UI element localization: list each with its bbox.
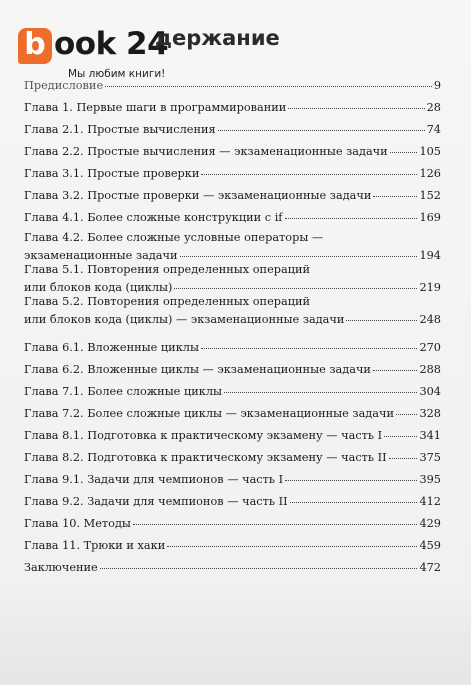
toc-entry-title: Глава 5.1. Повторения определенных операций (24, 263, 311, 276)
toc-dot-leader (100, 556, 418, 569)
toc-entry (24, 98, 441, 116)
toc-entry (24, 426, 441, 444)
toc-dot-leader (224, 380, 417, 393)
toc-entry-title: Глава 8.1. Подготовка к практическому экзамену — часть I (24, 429, 383, 442)
toc-page-number: 459 (419, 539, 441, 552)
page-bottom-shadow (0, 588, 471, 685)
toc-entry-line (24, 426, 441, 444)
toc-entry-title: Глава 11. Трюки и хаки (24, 539, 166, 552)
toc-dot-leader (285, 468, 417, 481)
toc-entry (24, 404, 441, 422)
toc-page-number: 74 (426, 123, 441, 136)
page-heading: держание (155, 26, 280, 50)
toc-entry-line (24, 470, 441, 488)
toc-entry-title: Глава 6.2. Вложенные циклы — экзаменационные задачи (24, 363, 371, 376)
toc-entry-line (24, 310, 441, 328)
toc-dot-leader (389, 446, 418, 459)
toc-entry-line (24, 164, 441, 182)
toc-dot-leader (346, 308, 417, 321)
toc-dot-leader (285, 206, 418, 219)
toc-entry-line (24, 514, 441, 532)
toc-page-number: 412 (419, 495, 441, 508)
toc-entry (24, 492, 441, 510)
toc-entry-title: Глава 3.1. Простые проверки (24, 167, 200, 180)
logo-wordmark: ook 24 (54, 26, 169, 62)
toc-dot-leader (288, 96, 424, 109)
toc-entry (24, 294, 441, 328)
toc-page-number: 248 (419, 313, 441, 326)
toc-dot-leader (290, 490, 418, 503)
toc-entry-title: Глава 4.2. Более сложные условные операторы — (24, 231, 324, 244)
logo-letter-badge: b (18, 28, 52, 64)
toc-page-number: 9 (433, 79, 441, 92)
toc-entry-title: Глава 4.1. Более сложные конструкции с if (24, 211, 283, 224)
toc-entry-line (24, 558, 441, 576)
toc-entry-line (24, 448, 441, 466)
toc-entry (24, 360, 441, 378)
toc-page-number: 28 (426, 101, 441, 114)
toc-dot-leader (201, 162, 417, 175)
toc-entry (24, 76, 441, 94)
toc-dot-leader (396, 402, 417, 415)
toc-dot-leader (384, 424, 417, 437)
toc-entry (24, 120, 441, 138)
toc-entry (24, 208, 441, 226)
toc-dot-leader (133, 512, 418, 525)
toc-page-number: 288 (419, 363, 441, 376)
toc-entry-title: или блоков кода (циклы) (24, 281, 173, 294)
toc-dot-leader (373, 358, 417, 371)
toc-entry-title: Заключение (24, 561, 98, 574)
toc-entry (24, 142, 441, 160)
toc-entry-title: Глава 3.2. Простые проверки — экзаменационные задачи (24, 189, 372, 202)
toc-page-number: 270 (419, 341, 441, 354)
toc-dot-leader (201, 336, 418, 349)
toc-dot-leader (174, 276, 417, 289)
toc-entry-line (24, 98, 441, 116)
toc-entry-title: Глава 2.1. Простые вычисления (24, 123, 216, 136)
toc-entry-title: Глава 6.1. Вложенные циклы (24, 341, 199, 354)
toc-entry-line (24, 382, 441, 400)
toc-entry-title: экзаменационные задачи (24, 249, 178, 262)
toc-entry (24, 338, 441, 356)
toc-entry-title: Глава 10. Методы (24, 517, 131, 530)
toc-entry-title: или блоков кода (циклы) — экзаменационные задачи (24, 313, 345, 326)
toc-entry (24, 536, 441, 554)
toc-page-number: 375 (419, 451, 441, 464)
toc-page-number: 152 (419, 189, 441, 202)
toc-page-number: 194 (419, 249, 441, 262)
toc-page-number: 472 (419, 561, 441, 574)
toc-page-number: 105 (419, 145, 441, 158)
toc-entry (24, 558, 441, 576)
toc-page-number: 429 (419, 517, 441, 530)
toc-entry-line (24, 360, 441, 378)
toc-dot-leader (373, 184, 417, 197)
toc-entry-title: Глава 9.2. Задачи для чемпионов — часть II (24, 495, 288, 508)
toc-dot-leader (390, 140, 418, 153)
toc-entry-line (24, 76, 441, 94)
toc-entry-line (24, 492, 441, 510)
toc-entry (24, 448, 441, 466)
toc-entry-title: Глава 9.1. Задачи для чемпионов — часть I (24, 473, 284, 486)
toc-page-number: 219 (419, 281, 441, 294)
toc-dot-leader (167, 534, 417, 547)
toc-dot-leader (105, 74, 432, 87)
toc-entry-title: Глава 7.1. Более сложные циклы (24, 385, 222, 398)
toc-page-number: 395 (419, 473, 441, 486)
toc-page-number: 341 (419, 429, 441, 442)
toc-dot-leader (218, 118, 425, 131)
toc-entry (24, 470, 441, 488)
toc-page-number: 169 (419, 211, 441, 224)
toc-entry (24, 230, 441, 264)
toc-entry-line (24, 186, 441, 204)
toc-entry-title: Глава 2.2. Простые вычисления — экзаменационные задачи (24, 145, 388, 158)
toc-entry-title: Глава 8.2. Подготовка к практическому экзамену — часть II (24, 451, 387, 464)
toc-page-number: 126 (419, 167, 441, 180)
toc-entry-line (24, 338, 441, 356)
toc-entry-line (24, 142, 441, 160)
toc-entry-line (24, 536, 441, 554)
toc-entry-title: Глава 5.2. Повторения определенных операций (24, 295, 311, 308)
toc-entry (24, 186, 441, 204)
toc-page-number: 304 (419, 385, 441, 398)
logo-tagline: Мы любим книги! (68, 68, 166, 80)
toc-entry (24, 514, 441, 532)
toc-entry-title: Глава 7.2. Более сложные циклы — экзаменационные задачи (24, 407, 394, 420)
toc-entry-line (24, 208, 441, 226)
toc-entry-line (24, 120, 441, 138)
toc-entry (24, 382, 441, 400)
toc-dot-leader (180, 244, 418, 257)
toc-entry (24, 164, 441, 182)
toc-entry (24, 262, 441, 296)
toc-entry-title: Глава 1. Первые шаги в программировании (24, 101, 287, 114)
toc-page-number: 328 (419, 407, 441, 420)
toc-entry-line (24, 404, 441, 422)
toc-entry-title: Предисловие (24, 79, 104, 92)
